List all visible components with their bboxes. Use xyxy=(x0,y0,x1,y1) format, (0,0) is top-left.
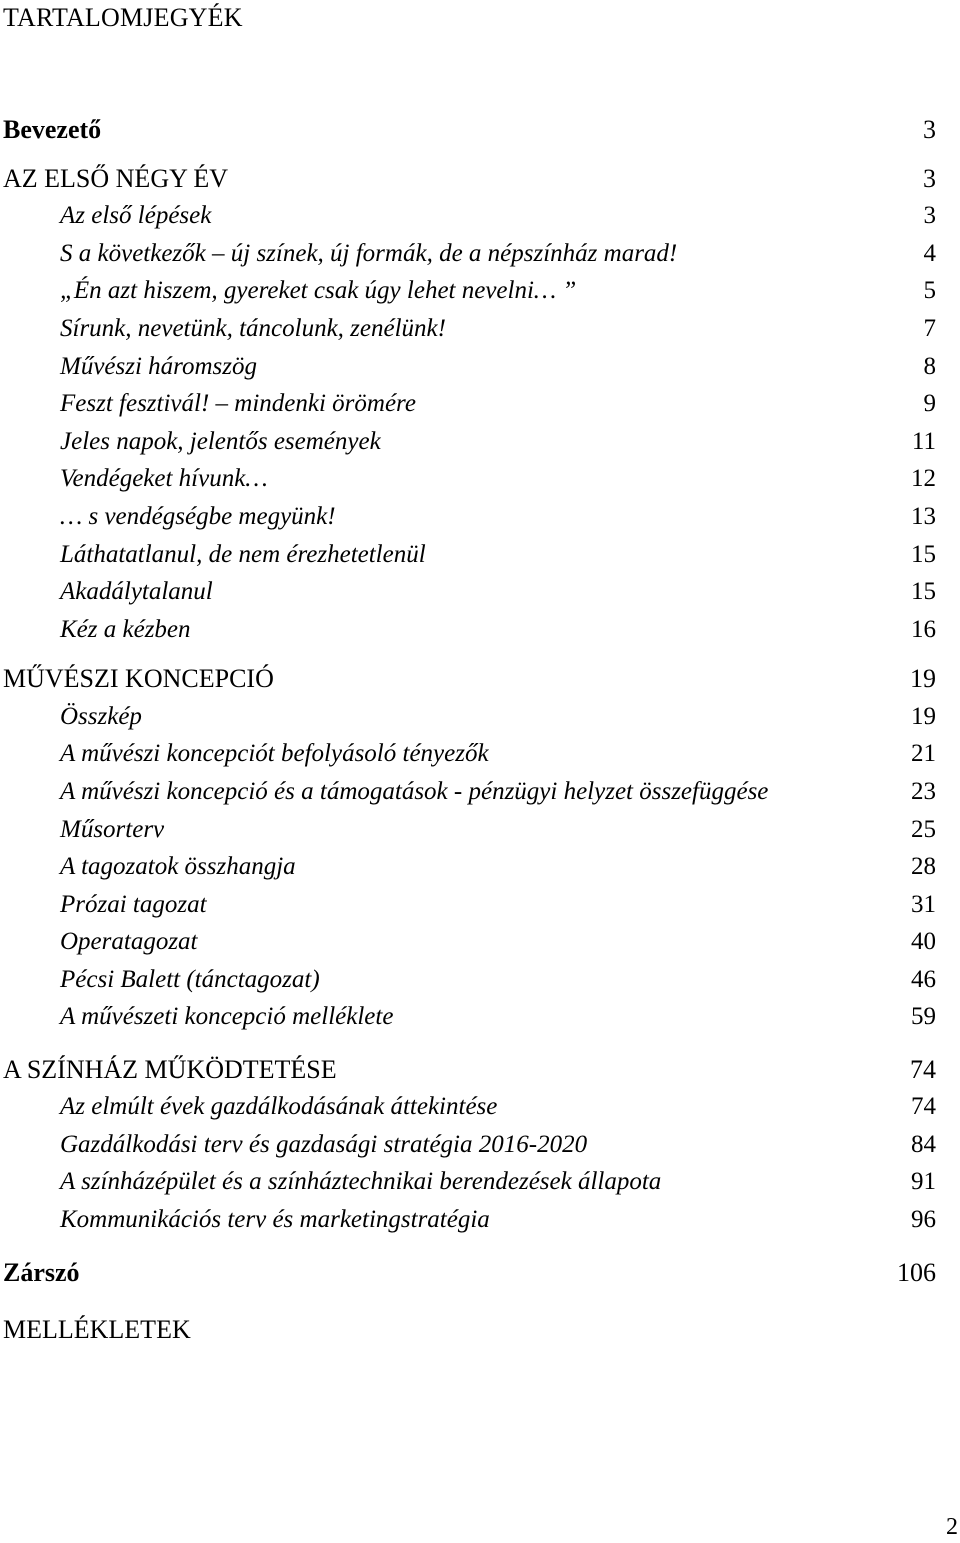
toc-entry-title: Az elmúlt évek gazdálkodásának áttekintése xyxy=(60,1093,498,1120)
toc-entry-title: MELLÉKLETEK xyxy=(3,1315,191,1344)
toc-entry-title: Zárszó xyxy=(3,1258,80,1287)
toc-entry-page-number: 16 xyxy=(911,616,936,643)
toc-entry-page-number: 28 xyxy=(911,853,936,880)
toc-subsection-entry xyxy=(0,851,936,883)
toc-entry-title: Kéz a kézben xyxy=(60,616,191,643)
toc-entry-title: „Én azt hiszem, gyereket csak úgy lehet nevelni… ” xyxy=(60,277,577,304)
toc-entry-page-number: 9 xyxy=(923,390,936,417)
toc-subsection-entry xyxy=(0,738,936,770)
toc-entry-page-number: 21 xyxy=(911,740,936,767)
toc-entry-title: Sírunk, nevetünk, táncolunk, zenélünk! xyxy=(60,315,446,342)
toc-section-entry xyxy=(0,163,936,195)
toc-entry-title: A színházépület és a színháztechnikai berendezések állapota xyxy=(60,1168,662,1195)
toc-entry-page-number: 19 xyxy=(911,703,936,730)
toc-subsection-entry xyxy=(0,539,936,571)
toc-entry-page-number: 25 xyxy=(911,816,936,843)
toc-subsection-entry xyxy=(0,576,936,608)
toc-entry-page-number: 31 xyxy=(911,891,936,918)
toc-subsection-entry xyxy=(0,388,936,420)
toc-entry-title: A tagozatok összhangja xyxy=(60,853,296,880)
toc-entry-title: Akadálytalanul xyxy=(60,578,213,605)
toc-subsection-entry xyxy=(0,1166,936,1198)
toc-subsection-entry xyxy=(0,614,936,646)
toc-entry-page-number: 46 xyxy=(911,966,936,993)
toc-entry-title: A művészi koncepciót befolyásoló tényezők xyxy=(60,740,489,767)
page-number: 2 xyxy=(946,1514,958,1540)
toc-subsection-entry xyxy=(0,351,936,383)
toc-entry-page-number: 11 xyxy=(911,428,936,455)
toc-entry-title: Kommunikációs terv és marketingstratégia xyxy=(60,1206,490,1233)
toc-entry-title: Láthatatlanul, de nem érezhetetlenül xyxy=(60,541,426,568)
toc-subsection-entry xyxy=(0,889,936,921)
toc-section-entry xyxy=(0,663,936,695)
toc-entry-page-number: 7 xyxy=(923,315,936,342)
toc-entry-title: Műsorterv xyxy=(60,816,165,843)
toc-subsection-entry xyxy=(0,701,936,733)
document-title: TARTALOMJEGYÉK xyxy=(3,3,243,32)
toc-entry-page-number: 12 xyxy=(911,465,936,492)
toc-entry-title: MŰVÉSZI KONCEPCIÓ xyxy=(3,664,274,693)
toc-subsection-entry xyxy=(0,426,936,458)
toc-entry-title: Pécsi Balett (tánctagozat) xyxy=(60,966,320,993)
toc-entry-title: Feszt fesztivál! – mindenki örömére xyxy=(60,390,416,417)
toc-entry-title: … s vendégségbe megyünk! xyxy=(60,503,336,530)
toc-subsection-entry xyxy=(0,964,936,996)
toc-entry-page-number: 91 xyxy=(911,1168,936,1195)
toc-section-entry xyxy=(0,1257,936,1289)
toc-entry-title: Prózai tagozat xyxy=(60,891,207,918)
toc-entry-page-number: 96 xyxy=(911,1206,936,1233)
toc-subsection-entry xyxy=(0,926,936,958)
toc-entry-page-number: 5 xyxy=(923,277,936,304)
toc-entry-page-number: 13 xyxy=(911,503,936,530)
toc-entry-page-number: 15 xyxy=(911,541,936,568)
toc-entry-page-number: 74 xyxy=(911,1093,936,1120)
toc-subsection-entry xyxy=(0,200,936,232)
toc-subsection-entry xyxy=(0,1204,936,1236)
toc-entry-page-number: 59 xyxy=(911,1003,936,1030)
toc-entry-title: A művészeti koncepció melléklete xyxy=(60,1003,394,1030)
toc-entry-page-number: 4 xyxy=(923,240,936,267)
toc-entry-title: Bevezető xyxy=(3,115,102,144)
toc-entry-title: Vendégeket hívunk… xyxy=(60,465,268,492)
toc-subsection-entry xyxy=(0,238,936,270)
toc-section-entry xyxy=(0,1314,936,1346)
toc-entry-title: A művészi koncepció és a támogatások - pénzügyi helyzet összefüggése xyxy=(60,778,769,805)
toc-entry-title: AZ ELSŐ NÉGY ÉV xyxy=(3,164,229,193)
toc-entry-page-number: 106 xyxy=(897,1258,936,1287)
toc-subsection-entry xyxy=(0,275,936,307)
toc-entry-page-number: 3 xyxy=(923,115,936,144)
toc-entry-title: Jeles napok, jelentős események xyxy=(60,428,381,455)
toc-entry-title: Az első lépések xyxy=(60,202,212,229)
toc-subsection-entry xyxy=(0,501,936,533)
toc-entry-page-number: 8 xyxy=(923,353,936,380)
toc-subsection-entry xyxy=(0,313,936,345)
toc-entry-page-number: 84 xyxy=(911,1131,936,1158)
toc-entry-page-number: 74 xyxy=(910,1055,936,1084)
toc-subsection-entry xyxy=(0,776,936,808)
toc-subsection-entry xyxy=(0,1001,936,1033)
toc-subsection-entry xyxy=(0,1091,936,1123)
toc-subsection-entry xyxy=(0,463,936,495)
toc-entry-title: S a következők – új színek, új formák, de a népszínház marad! xyxy=(60,240,678,267)
toc-entry-page-number: 3 xyxy=(923,164,936,193)
toc-section-entry xyxy=(0,114,936,146)
toc-section-entry xyxy=(0,1054,936,1086)
toc-entry-title: Gazdálkodási terv és gazdasági stratégia 2016-2020 xyxy=(60,1131,588,1158)
toc-entry-page-number: 23 xyxy=(911,778,936,805)
toc-entry-title: Operatagozat xyxy=(60,928,198,955)
toc-entry-page-number: 19 xyxy=(910,664,936,693)
toc-subsection-entry xyxy=(0,1129,936,1161)
toc-entry-page-number: 15 xyxy=(911,578,936,605)
toc-entry-title: Összkép xyxy=(60,703,142,730)
toc-entry-title: Művészi háromszög xyxy=(60,353,257,380)
toc-subsection-entry xyxy=(0,814,936,846)
toc-entry-page-number: 40 xyxy=(911,928,936,955)
toc-entry-title: A SZÍNHÁZ MŰKÖDTETÉSE xyxy=(3,1055,337,1084)
toc-entry-page-number: 3 xyxy=(923,202,936,229)
